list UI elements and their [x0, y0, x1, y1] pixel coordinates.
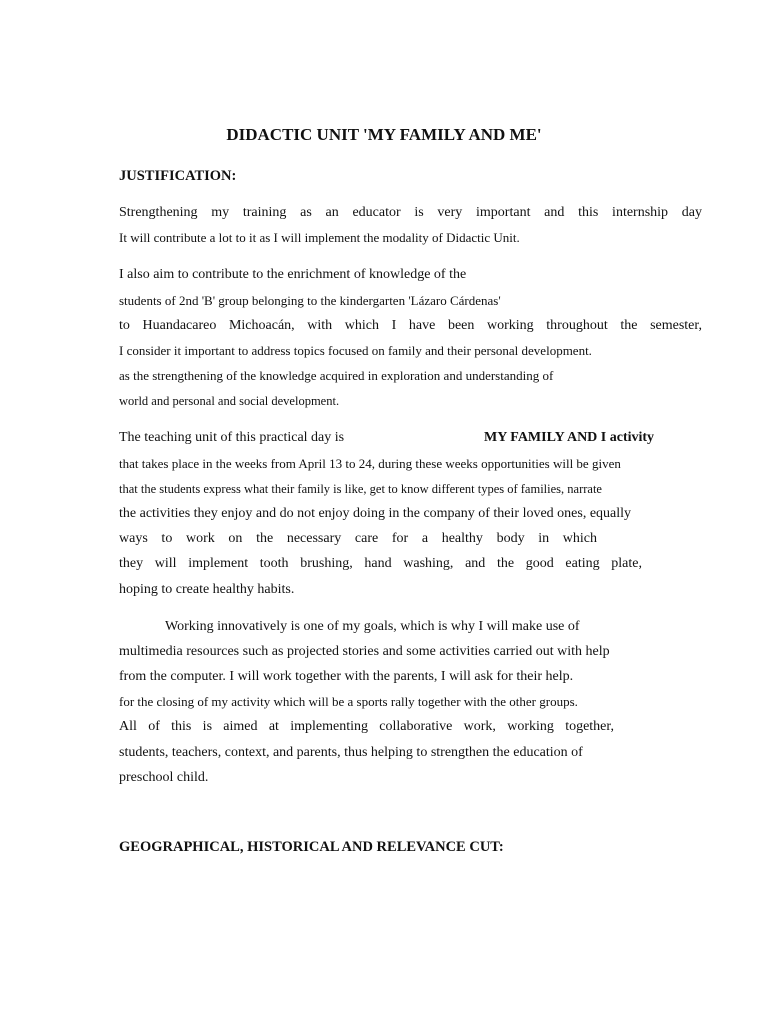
paragraph3-line-5: they will implement tooth brushing, hand washing, and the good eating plate, — [119, 556, 642, 571]
paragraph4-line-6: students, teachers, context, and parents, thus helping to strengthen the education of — [119, 745, 583, 760]
activity-name: MY FAMILY AND I activity — [484, 430, 655, 445]
paragraph4-line-4: for the closing of my activity which will be a sports rally together with the other groups. — [119, 694, 578, 709]
paragraph2-line-3: to Huandacareo Michoacán, with which I have been working throughout the semester, — [119, 318, 702, 333]
geographical-heading: GEOGRAPHICAL, HISTORICAL AND RELEVANCE CUT: — [119, 839, 504, 855]
paragraph3-line-1: that takes place in the weeks from April 13 to 24, during these weeks opportunities will be given — [119, 456, 621, 471]
paragraph3-line-3: the activities they enjoy and do not enjoy doing in the company of their loved ones, equally — [119, 506, 632, 521]
paragraph2-line-4: I consider it important to address topics focused on family and their personal development. — [119, 343, 592, 358]
paragraph2-line-5: as the strengthening of the knowledge acquired in exploration and understanding of — [119, 368, 554, 383]
paragraph3-intro: The teaching unit of this practical day is — [119, 430, 345, 445]
paragraph2-line-1: I also aim to contribute to the enrichment of knowledge of the — [119, 267, 467, 282]
paragraph4-line-2: multimedia resources such as projected stories and some activities carried out with help — [119, 644, 610, 659]
paragraph3-line-2: that the students express what their family is like, get to know different types of families, narrate — [119, 482, 602, 496]
justification-heading: JUSTIFICATION: — [119, 168, 237, 184]
document-title: DIDACTIC UNIT 'MY FAMILY AND ME' — [226, 125, 542, 144]
paragraph4-line-5: All of this is aimed at implementing collaborative work, working together, — [119, 719, 614, 734]
paragraph4-line-3: from the computer. I will work together with the parents, I will ask for their help. — [119, 669, 574, 684]
paragraph2-line-2: students of 2nd 'B' group belonging to the kindergarten 'Lázaro Cárdenas' — [119, 293, 501, 308]
paragraph3-line-6: hoping to create healthy habits. — [119, 582, 295, 597]
paragraph3-line-4: ways to work on the necessary care for a healthy body in which — [119, 531, 597, 546]
paragraph1-line-2: It will contribute a lot to it as I will implement the modality of Didactic Unit. — [119, 230, 520, 245]
paragraph1-line-1: Strengthening my training as an educator is very important and this internship day — [119, 205, 702, 220]
paragraph4-line-7: preschool child. — [119, 770, 209, 785]
paragraph2-line-6: world and personal and social development. — [119, 394, 340, 408]
paragraph4-line-1: Working innovatively is one of my goals, which is why I will make use of — [165, 619, 580, 634]
